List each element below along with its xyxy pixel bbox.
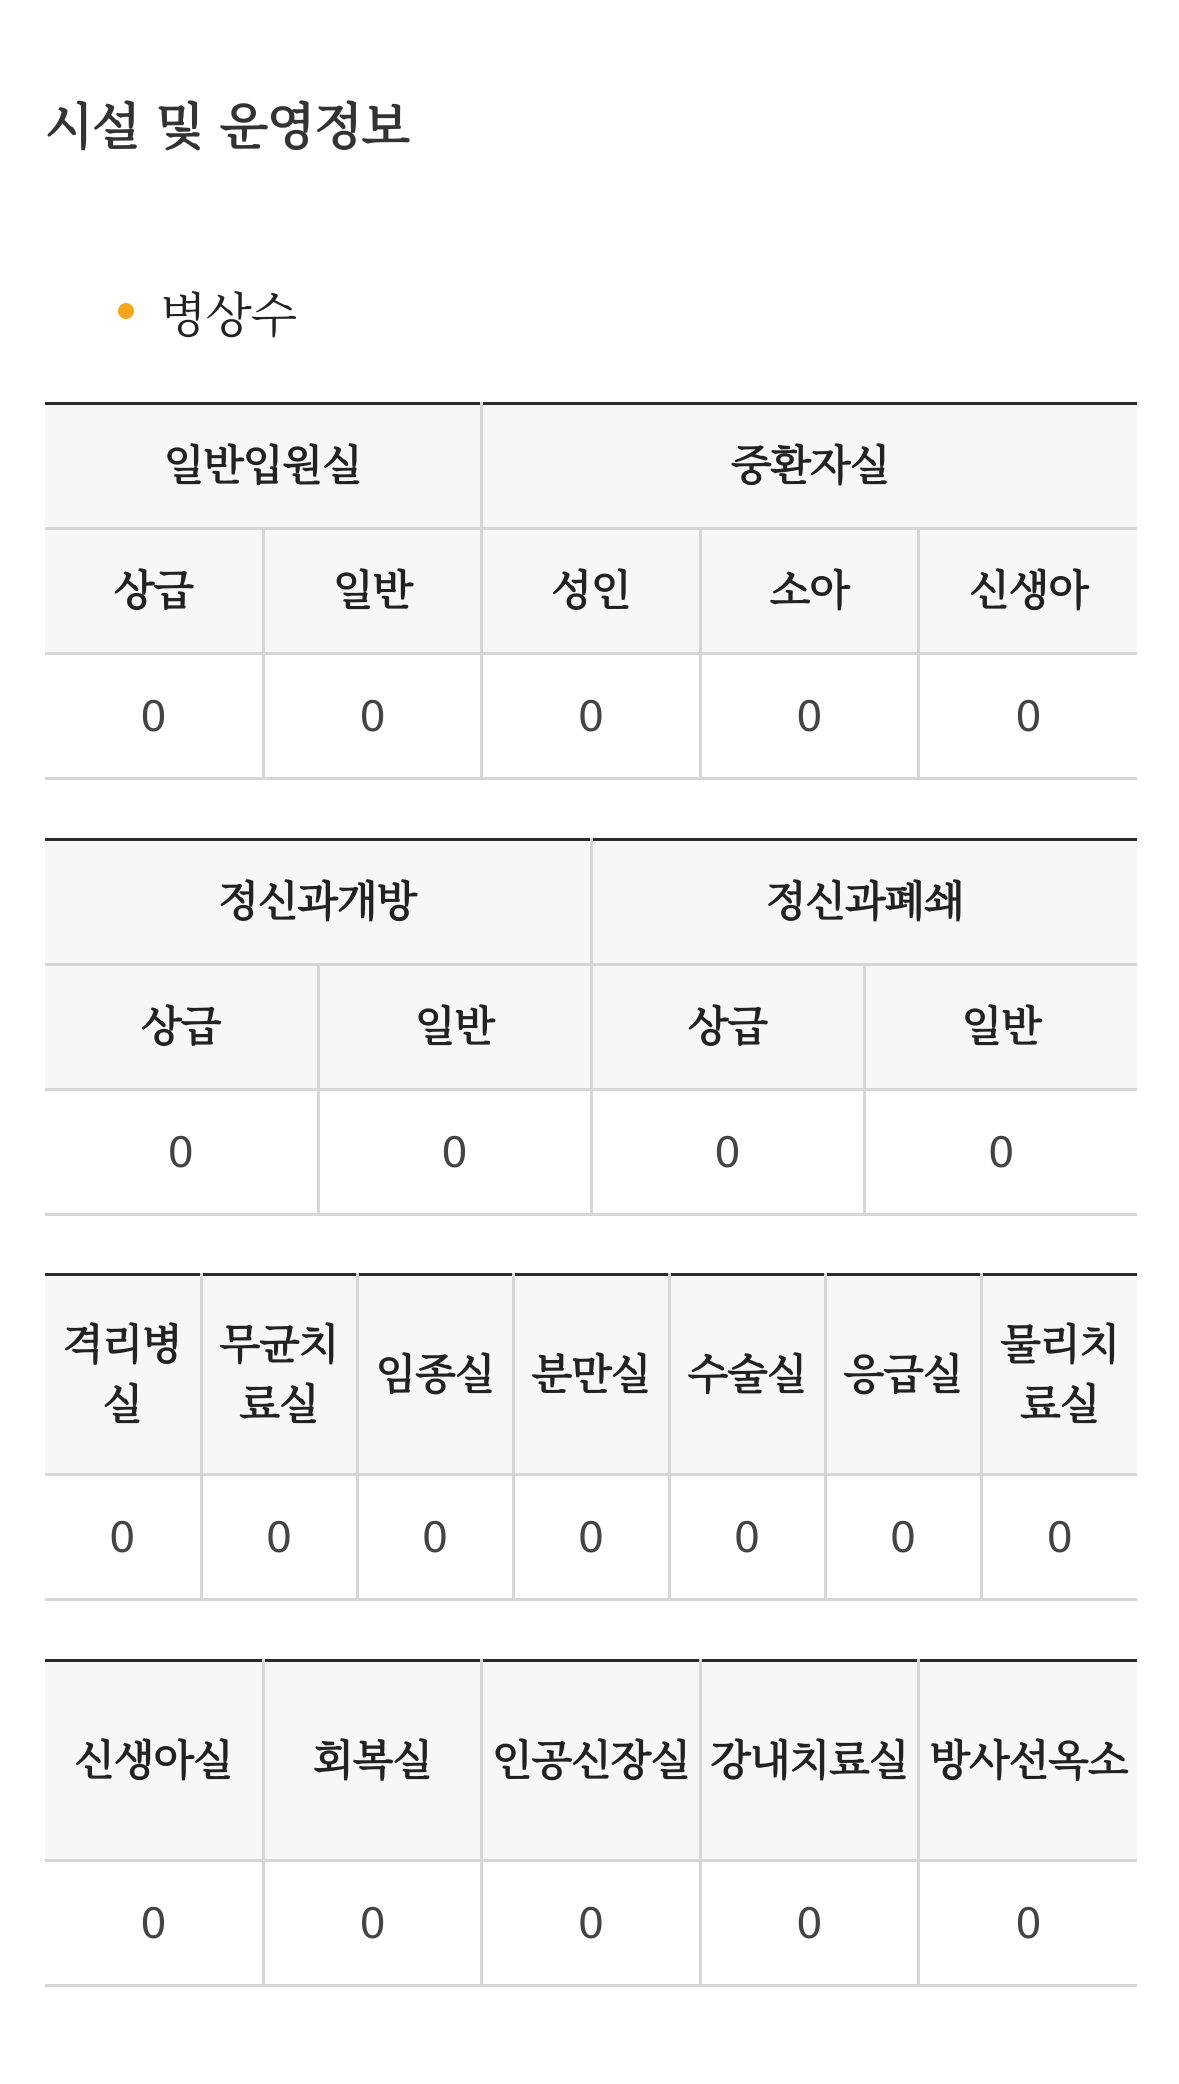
page-title: 시설 및 운영정보 bbox=[45, 98, 409, 156]
table-row bbox=[45, 654, 1137, 779]
table-row bbox=[45, 1475, 1137, 1600]
bed-table-other-rooms bbox=[45, 1659, 1137, 1987]
col-header-psych-open-premium: 상급 bbox=[45, 965, 318, 1090]
group-header-psych-closed: 정신과폐쇄 bbox=[591, 840, 1137, 965]
cell-intracavitary-room: 0 bbox=[700, 1861, 918, 1986]
col-header-radioiodine-room: 방사선옥소 bbox=[919, 1661, 1137, 1861]
cell-delivery-room: 0 bbox=[513, 1475, 669, 1600]
col-header-sterile-room: 무균치료실 bbox=[201, 1275, 357, 1475]
cell-icu-adult: 0 bbox=[482, 654, 700, 779]
col-header-psych-closed-standard: 일반 bbox=[864, 965, 1137, 1090]
bed-table-psychiatric bbox=[45, 838, 1137, 1216]
cell-nursery-room: 0 bbox=[45, 1861, 263, 1986]
cell-icu-newborn: 0 bbox=[919, 654, 1137, 779]
group-header-psych-open: 정신과개방 bbox=[45, 840, 591, 965]
group-header-general-ward: 일반입원실 bbox=[45, 404, 482, 529]
col-header-dialysis-room: 인공신장실 bbox=[482, 1661, 700, 1861]
cell-psych-open-standard: 0 bbox=[318, 1090, 591, 1215]
cell-psych-open-premium: 0 bbox=[45, 1090, 318, 1215]
section-title-label: 병상수 bbox=[160, 287, 297, 344]
col-header-recovery-room: 회복실 bbox=[263, 1661, 481, 1861]
cell-recovery-room: 0 bbox=[263, 1861, 481, 1986]
bullet-dot-icon bbox=[118, 303, 134, 319]
section-title-bed-count bbox=[118, 276, 296, 346]
col-header-physical-therapy-room: 물리치료실 bbox=[981, 1275, 1137, 1475]
col-header-operating-room: 수술실 bbox=[669, 1275, 825, 1475]
cell-dialysis-room: 0 bbox=[482, 1861, 700, 1986]
group-header-icu: 중환자실 bbox=[482, 404, 1137, 529]
col-header-psych-open-standard: 일반 bbox=[318, 965, 591, 1090]
cell-hospice-room: 0 bbox=[357, 1475, 513, 1600]
col-header-icu-newborn: 신생아 bbox=[919, 529, 1137, 654]
cell-icu-child: 0 bbox=[700, 654, 918, 779]
col-header-hospice-room: 임종실 bbox=[357, 1275, 513, 1475]
bed-table-special-rooms bbox=[45, 1273, 1137, 1601]
cell-operating-room: 0 bbox=[669, 1475, 825, 1600]
cell-physical-therapy-room: 0 bbox=[981, 1475, 1137, 1600]
col-header-intracavitary-room: 강내치료실 bbox=[700, 1661, 918, 1861]
col-header-icu-child: 소아 bbox=[700, 529, 918, 654]
cell-sterile-room: 0 bbox=[201, 1475, 357, 1600]
cell-isolation-room: 0 bbox=[45, 1475, 201, 1600]
cell-emergency-room: 0 bbox=[825, 1475, 981, 1600]
table-row bbox=[45, 1861, 1137, 1986]
col-header-icu-adult: 성인 bbox=[482, 529, 700, 654]
bed-table-general-icu bbox=[45, 402, 1137, 780]
col-header-delivery-room: 분만실 bbox=[513, 1275, 669, 1475]
col-header-general-standard: 일반 bbox=[263, 529, 481, 654]
col-header-emergency-room: 응급실 bbox=[825, 1275, 981, 1475]
cell-psych-closed-standard: 0 bbox=[864, 1090, 1137, 1215]
col-header-general-premium: 상급 bbox=[45, 529, 263, 654]
table-row bbox=[45, 1090, 1137, 1215]
cell-radioiodine-room: 0 bbox=[919, 1861, 1137, 1986]
cell-general-premium: 0 bbox=[45, 654, 263, 779]
col-header-psych-closed-premium: 상급 bbox=[591, 965, 864, 1090]
col-header-isolation-room: 격리병실 bbox=[45, 1275, 201, 1475]
cell-psych-closed-premium: 0 bbox=[591, 1090, 864, 1215]
cell-general-standard: 0 bbox=[263, 654, 481, 779]
col-header-nursery-room: 신생아실 bbox=[45, 1661, 263, 1861]
